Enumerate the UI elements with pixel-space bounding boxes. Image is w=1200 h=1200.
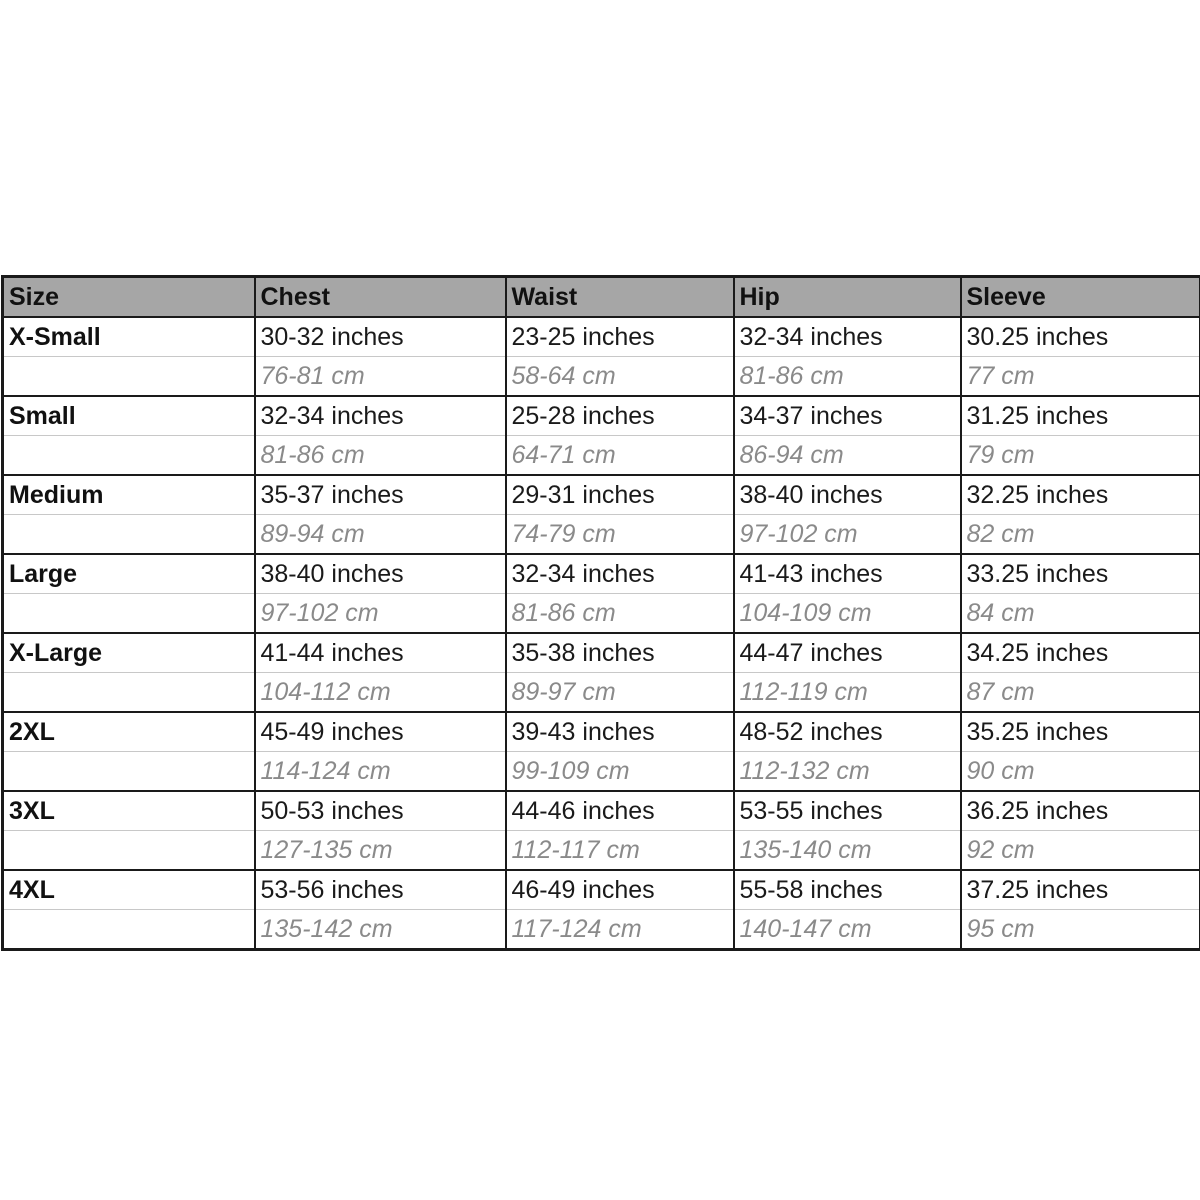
sleeve-cm-cell: 84 cm xyxy=(961,594,1200,634)
chest-cm-cell: 114-124 cm xyxy=(255,752,506,792)
chest-inches-cell: 35-37 inches xyxy=(255,475,506,515)
size-label: Small xyxy=(3,396,255,436)
hip-inches-cell: 44-47 inches xyxy=(734,633,961,673)
size-blank-cell xyxy=(3,752,255,792)
waist-inches-cell: 39-43 inches xyxy=(506,712,734,752)
hip-cm-cell: 140-147 cm xyxy=(734,910,961,950)
waist-inches-cell: 35-38 inches xyxy=(506,633,734,673)
table-row xyxy=(3,475,1200,515)
chest-inches-cell: 30-32 inches xyxy=(255,317,506,357)
hip-inches-cell: 32-34 inches xyxy=(734,317,961,357)
table-row xyxy=(3,396,1200,436)
sleeve-inches-cell: 37.25 inches xyxy=(961,870,1200,910)
hip-inches-cell: 38-40 inches xyxy=(734,475,961,515)
hip-cm-cell: 112-132 cm xyxy=(734,752,961,792)
waist-cm-cell: 81-86 cm xyxy=(506,594,734,634)
sleeve-cm-cell: 95 cm xyxy=(961,910,1200,950)
table-row xyxy=(3,712,1200,752)
table-row xyxy=(3,870,1200,910)
chest-cm-cell: 89-94 cm xyxy=(255,515,506,555)
sleeve-inches-cell: 31.25 inches xyxy=(961,396,1200,436)
size-blank-cell xyxy=(3,910,255,950)
sleeve-inches-cell: 32.25 inches xyxy=(961,475,1200,515)
waist-cm-cell: 89-97 cm xyxy=(506,673,734,713)
header-size: Size xyxy=(3,277,255,318)
hip-cm-cell: 81-86 cm xyxy=(734,357,961,397)
size-label: Medium xyxy=(3,475,255,515)
table-row xyxy=(3,515,1200,555)
table-row xyxy=(3,673,1200,713)
sleeve-cm-cell: 92 cm xyxy=(961,831,1200,871)
size-blank-cell xyxy=(3,673,255,713)
table-row xyxy=(3,357,1200,397)
table-row xyxy=(3,752,1200,792)
table-row xyxy=(3,633,1200,673)
size-chart-body xyxy=(3,317,1200,950)
header-hip: Hip xyxy=(734,277,961,318)
header-sleeve: Sleeve xyxy=(961,277,1200,318)
size-blank-cell xyxy=(3,436,255,476)
waist-inches-cell: 29-31 inches xyxy=(506,475,734,515)
sleeve-inches-cell: 35.25 inches xyxy=(961,712,1200,752)
chest-cm-cell: 76-81 cm xyxy=(255,357,506,397)
size-label: X-Large xyxy=(3,633,255,673)
waist-cm-cell: 117-124 cm xyxy=(506,910,734,950)
table-row xyxy=(3,554,1200,594)
hip-cm-cell: 104-109 cm xyxy=(734,594,961,634)
chest-inches-cell: 38-40 inches xyxy=(255,554,506,594)
waist-inches-cell: 32-34 inches xyxy=(506,554,734,594)
waist-cm-cell: 74-79 cm xyxy=(506,515,734,555)
table-row xyxy=(3,831,1200,871)
chest-inches-cell: 41-44 inches xyxy=(255,633,506,673)
hip-cm-cell: 112-119 cm xyxy=(734,673,961,713)
header-row xyxy=(3,277,1200,318)
size-chart-table xyxy=(1,275,1200,951)
waist-inches-cell: 44-46 inches xyxy=(506,791,734,831)
hip-inches-cell: 55-58 inches xyxy=(734,870,961,910)
sleeve-cm-cell: 79 cm xyxy=(961,436,1200,476)
table-row xyxy=(3,317,1200,357)
table-row xyxy=(3,594,1200,634)
size-blank-cell xyxy=(3,831,255,871)
sleeve-inches-cell: 33.25 inches xyxy=(961,554,1200,594)
chest-inches-cell: 32-34 inches xyxy=(255,396,506,436)
waist-cm-cell: 99-109 cm xyxy=(506,752,734,792)
chest-cm-cell: 81-86 cm xyxy=(255,436,506,476)
waist-inches-cell: 23-25 inches xyxy=(506,317,734,357)
chest-cm-cell: 127-135 cm xyxy=(255,831,506,871)
header-chest: Chest xyxy=(255,277,506,318)
sleeve-cm-cell: 90 cm xyxy=(961,752,1200,792)
size-label: 2XL xyxy=(3,712,255,752)
hip-cm-cell: 97-102 cm xyxy=(734,515,961,555)
size-label: 4XL xyxy=(3,870,255,910)
size-blank-cell xyxy=(3,515,255,555)
table-row xyxy=(3,910,1200,950)
size-label: Large xyxy=(3,554,255,594)
waist-inches-cell: 25-28 inches xyxy=(506,396,734,436)
header-waist: Waist xyxy=(506,277,734,318)
chest-cm-cell: 104-112 cm xyxy=(255,673,506,713)
sleeve-cm-cell: 87 cm xyxy=(961,673,1200,713)
sleeve-inches-cell: 36.25 inches xyxy=(961,791,1200,831)
hip-inches-cell: 34-37 inches xyxy=(734,396,961,436)
size-label: X-Small xyxy=(3,317,255,357)
sleeve-cm-cell: 82 cm xyxy=(961,515,1200,555)
sleeve-cm-cell: 77 cm xyxy=(961,357,1200,397)
waist-cm-cell: 64-71 cm xyxy=(506,436,734,476)
hip-cm-cell: 135-140 cm xyxy=(734,831,961,871)
hip-inches-cell: 41-43 inches xyxy=(734,554,961,594)
chest-cm-cell: 135-142 cm xyxy=(255,910,506,950)
hip-cm-cell: 86-94 cm xyxy=(734,436,961,476)
chest-cm-cell: 97-102 cm xyxy=(255,594,506,634)
table-row xyxy=(3,436,1200,476)
hip-inches-cell: 53-55 inches xyxy=(734,791,961,831)
waist-inches-cell: 46-49 inches xyxy=(506,870,734,910)
chest-inches-cell: 53-56 inches xyxy=(255,870,506,910)
waist-cm-cell: 58-64 cm xyxy=(506,357,734,397)
waist-cm-cell: 112-117 cm xyxy=(506,831,734,871)
hip-inches-cell: 48-52 inches xyxy=(734,712,961,752)
table-row xyxy=(3,791,1200,831)
size-blank-cell xyxy=(3,357,255,397)
chest-inches-cell: 50-53 inches xyxy=(255,791,506,831)
size-label: 3XL xyxy=(3,791,255,831)
size-blank-cell xyxy=(3,594,255,634)
sleeve-inches-cell: 30.25 inches xyxy=(961,317,1200,357)
chest-inches-cell: 45-49 inches xyxy=(255,712,506,752)
sleeve-inches-cell: 34.25 inches xyxy=(961,633,1200,673)
